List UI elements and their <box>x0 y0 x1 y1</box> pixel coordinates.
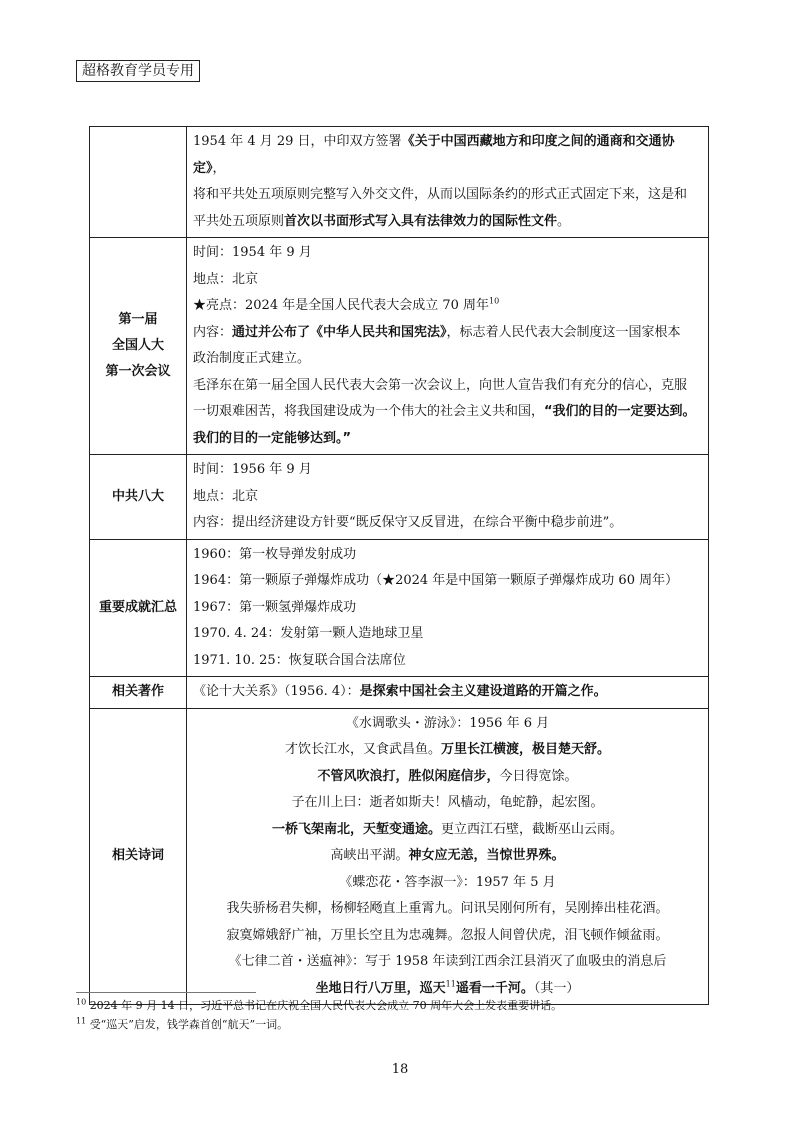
treaty-line-2: 将和平共处五项原则完整写入外交文件，从而以国际条约的形式正式固定下来，这是和 <box>193 187 688 202</box>
table-row-poems <box>90 708 709 1005</box>
npc-place: 地点：北京 <box>193 271 259 287</box>
table-row-npc <box>90 238 709 455</box>
npc-content-line-1: 内容：通过并公布了《中华人民共和国宪法》，标志着人民代表大会制度这一国家根本 <box>193 324 681 340</box>
footnote-divider <box>76 992 256 993</box>
treaty-emphasis: 首次以书面形式写入具有法律效力的国际性文件 <box>284 213 558 229</box>
npc-mao-line-3 <box>193 426 702 453</box>
npc-highlight: ★亮点：2024 年是全国人民代表大会成立 70 周年$^{10}$ <box>193 296 500 313</box>
poems-content <box>187 708 709 1005</box>
poem-2-line-2: 寂寞嫦娥舒广袖，万里长空且为忠魂舞。忽报人间曾伏虎，泪飞顿作倾盆雨。 <box>226 927 669 943</box>
poems-label: 相关诗词 <box>90 708 187 1005</box>
table-row-cpc8 <box>90 455 709 540</box>
npc-label: 第一届 全国人大 第一次会议 <box>90 238 187 455</box>
poem-3-title: 《七律二首・送瘟神》：写于 1958 年读到江西余江县消灭了血吸虫的消息后 <box>228 954 667 969</box>
poem-1-line-5: 高峡出平湖。神女应无恙，当惊世界殊。 <box>330 848 565 863</box>
cpc8-policy: 内容：提出经济建设方针要“既反保守又反冒进，在综合平衡中稳步前进”。 <box>193 515 623 530</box>
list-item: 1967：第一颗氢弹爆炸成功 <box>193 599 357 615</box>
treaty-content <box>187 127 709 238</box>
poem-1-line-3: 子在川上曰：逝者如斯夫！风樯动，龟蛇静，起宏图。 <box>291 795 604 810</box>
poem-1-line-4: 一桥飞架南北，天堑变通途。更立西江石壁，截断巫山云雨。 <box>271 821 624 837</box>
page-number: 18 <box>391 1062 409 1077</box>
poem-1-line-1: 才饮长江水，又食武昌鱼。万里长江横渡，极目楚天舒。 <box>284 742 611 757</box>
poem-1-line-2: 不管风吹浪打，胜似闲庭信步，今日得宽馀。 <box>317 768 578 784</box>
works-label: 相关著作 <box>90 677 187 709</box>
footnote-ref-11: 11 <box>445 979 456 989</box>
footnote-ref-10: 10 <box>489 296 500 306</box>
works-emphasis: 是探索中国社会主义建设道路的开篇之作。 <box>359 684 607 699</box>
npc-content-line-2: 政治制度正式建立。 <box>193 351 311 366</box>
poem-2-line-1: 我失骄杨君失柳，杨柳轻飏直上重霄九。问讯吴刚何所有，吴刚捧出桂花酒。 <box>226 901 669 916</box>
treaty-line-1: 1954 年 4 月 29 日，中印双方签署《关于中国西藏地方和印度之间的通商和交通协定》， <box>193 134 675 176</box>
npc-quote-part-2: 我们的目的一定能够达到。” <box>193 430 352 446</box>
npc-mao-line-1: 毛泽东在第一届全国人民代表大会第一次会议上，向世人宣告我们有充分的信心，克服 <box>193 377 688 393</box>
npc-content <box>187 238 709 455</box>
cpc8-time: 时间：1956 年 9 月 <box>193 462 312 477</box>
npc-quote-part-1: “我们的目的一定要达到。 <box>544 404 696 419</box>
npc-time: 时间：1954 年 9 月 <box>193 245 312 260</box>
list-item: 1964：第一颗原子弹爆炸成功（★2024 年是中国第一颗原子弹爆炸成功 60 周年） <box>193 573 679 588</box>
cpc8-place: 地点：北京 <box>193 488 259 504</box>
history-table <box>89 126 709 1005</box>
poem-1-title: 《水调歌头・游泳》：1956 年 6 月 <box>345 715 550 731</box>
footnote-10: $^{10}$ 2024 年 9 月 14 日，习近平总书记在庆祝全国人民代表大会成立 70 周年大会上发表重要讲话。 <box>76 997 563 1012</box>
list-item: 1960：第一枚导弹发射成功 <box>193 546 357 562</box>
cpc8-content <box>187 455 709 540</box>
list-item: 1970. 4. 24：发射第一颗人造地球卫星 <box>193 626 424 641</box>
table-row-achievements <box>90 539 709 677</box>
table-row-treaty <box>90 127 709 238</box>
header-badge: 超格教育学员专用 <box>76 60 200 82</box>
poem-3-line-1: 坐地日行八万里，巡天$^{11}$遥看一千河。（其一） <box>315 979 580 996</box>
treaty-label-cell <box>90 127 187 238</box>
table-row-works <box>90 677 709 709</box>
footnote-11: $^{11}$ 受“巡天”启发，钱学森首创“航天”一词。 <box>76 1016 289 1031</box>
achievements-label: 重要成就汇总 <box>90 539 187 677</box>
cpc8-label: 中共八大 <box>90 455 187 540</box>
npc-mao-line-2: 一切艰难困苦，将我国建设成为一个伟大的社会主义共和国，“我们的目的一定要达到。 <box>193 404 696 419</box>
poem-2-title: 《蝶恋花・答李淑一》：1957 年 5 月 <box>339 874 556 890</box>
works-content: 《论十大关系》（1956. 4）：是探索中国社会主义建设道路的开篇之作。 <box>187 677 709 709</box>
npc-constitution: 通过并公布了《中华人民共和国宪法》 <box>232 324 447 340</box>
achievements-list <box>187 539 709 677</box>
treaty-line-3: 平共处五项原则首次以书面形式写入具有法律效力的国际性文件。 <box>193 213 571 229</box>
list-item: 1971. 10. 25：恢复联合国合法席位 <box>193 652 406 668</box>
treaty-agreement-title: 《关于中国西藏地方和印度之间的通商和交通协定》 <box>193 134 675 176</box>
